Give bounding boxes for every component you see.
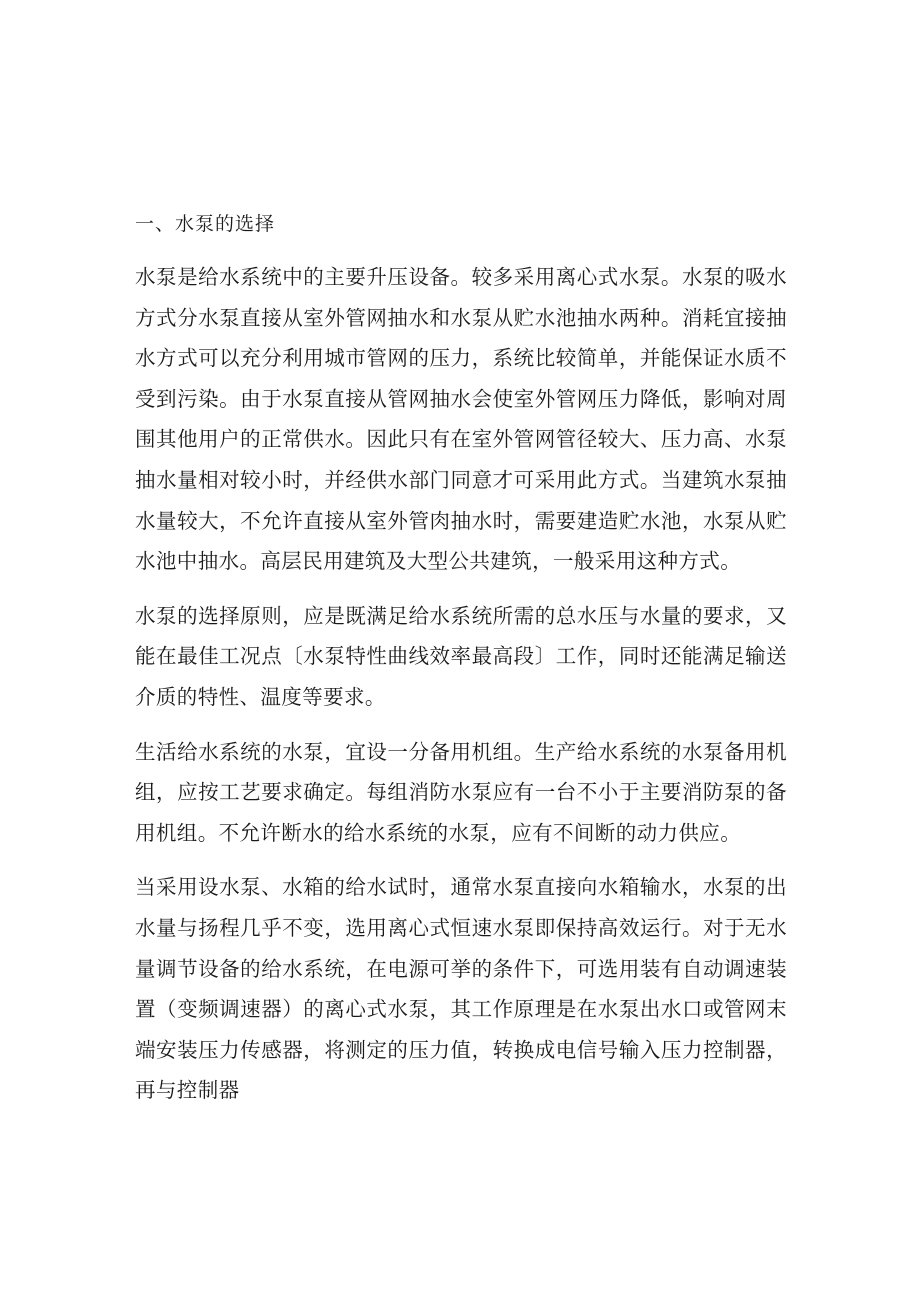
section-heading: 一、水泵的选择 xyxy=(135,213,276,235)
paragraph-standby-units: 生活给水系统的水泵，宜设一分备用机组。生产给水系统的水泵备用机组，应按工艺要求确定。每组消防水泵应有一台不小于主要消防泵的备用机组。不允许断水的给水系统的水泵，应有不间断的动力供应。 xyxy=(135,739,787,845)
document-body xyxy=(135,212,787,1125)
paragraph-speed-control: 当采用设水泵、水箱的给水试时，通常水泵直接向水箱输水，水泵的出水量与扬程几乎不变，选用离心式恒速水泵即保持高效运行。对于无水量调节设备的给水系统，在电源可挙的条件下，可选用装有自动调速装置（变频调速器）的离心式水泵，其工作原理是在水泵出水口或管网末端安装压力传感器，将测定的压力值，转换成电信号输入压力控制器，再与控制器 xyxy=(135,875,787,1103)
paragraph-pump-role: 水泵是给水系统中的主要升压设备。较多采用离心式水泵。水泵的吸水方式分水泵直接从室外管网抽水和水泵从贮水池抽水两种。消耗宜接抽水方式可以充分利用城市管网的压力，系统比较简单，并能保证水质不受到污染。由于水泵直接从管网抽水会使室外管网压力降低，影响对周围其他用户的正常供水。因此只有在室外管网管径较大、压力高、水泵抽水量相对较小时，并经供水部门同意才可采用此方式。当建筑水泵抽水量较大，不允许直接从室外管肉抽水时，需要建造贮水池，水泵从贮水池中抽水。高层民用建筑及大型公共建筑，一般采用这种方式。 xyxy=(135,265,787,574)
paragraph-selection-principle: 水泵的选择原则，应是既满足给水系统所需的总水压与水量的要求，又能在最佳工况点〔水泵特性曲线效率最高段〕工作，同时还能满足输送介质的特性、温度等要求。 xyxy=(135,603,787,709)
